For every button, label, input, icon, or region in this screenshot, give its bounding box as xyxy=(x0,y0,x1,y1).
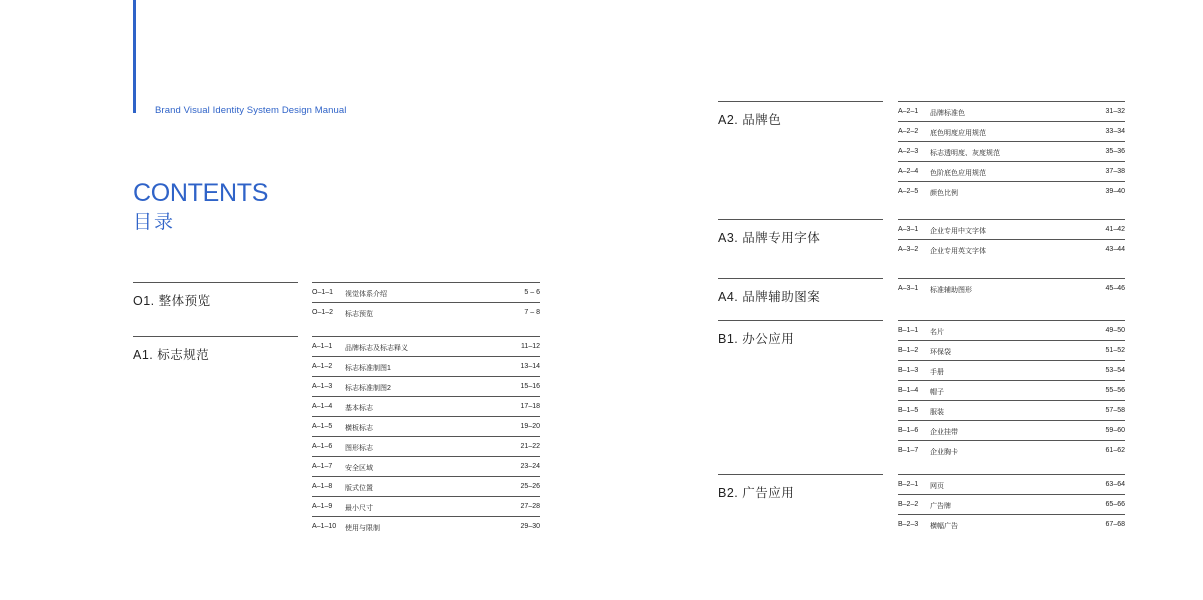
item-pages: 39–40 xyxy=(1105,188,1125,195)
item-title: 安全区域 xyxy=(345,465,373,472)
toc-item xyxy=(898,340,1125,360)
toc-item xyxy=(898,514,1125,534)
item-title: 帽子 xyxy=(930,389,944,396)
toc-item xyxy=(898,161,1125,181)
item-title: 服装 xyxy=(930,409,944,416)
item-title: 企业胸卡 xyxy=(930,449,958,456)
item-pages: 5 – 6 xyxy=(524,289,540,296)
item-code: A–3–1 xyxy=(898,285,919,292)
item-code: A–2–2 xyxy=(898,128,919,135)
item-pages: 15–16 xyxy=(520,383,540,390)
toc-item xyxy=(312,516,540,536)
item-pages: 53–54 xyxy=(1105,367,1125,374)
item-title: 名片 xyxy=(930,329,944,336)
section-rule xyxy=(718,101,883,102)
section-title: A4. 品牌辅助图案 xyxy=(718,290,821,304)
toc-list-b2 xyxy=(898,474,1125,534)
item-code: A–1–10 xyxy=(312,523,337,530)
section-title: A2. 品牌色 xyxy=(718,113,782,127)
item-pages: 19–20 xyxy=(520,423,540,430)
item-pages: 7 – 8 xyxy=(524,309,540,316)
item-title: 基本标志 xyxy=(345,405,373,412)
toc-item xyxy=(898,141,1125,161)
item-code: B–2–3 xyxy=(898,521,919,528)
item-title: 横板标志 xyxy=(345,425,373,432)
item-title: 企业专用英文字体 xyxy=(930,248,986,255)
item-code: B–1–2 xyxy=(898,347,919,354)
contents-heading: CONTENTS xyxy=(133,179,269,207)
section-title: O1. 整体预览 xyxy=(133,294,211,308)
item-code: B–2–1 xyxy=(898,481,919,488)
toc-item xyxy=(312,416,540,436)
item-title: 企业挂带 xyxy=(930,429,958,436)
toc-item xyxy=(312,302,540,322)
toc-item xyxy=(898,101,1125,121)
toc-item xyxy=(898,420,1125,440)
item-pages: 27–28 xyxy=(520,503,540,510)
item-code: B–1–5 xyxy=(898,407,919,414)
item-pages: 59–60 xyxy=(1105,427,1125,434)
item-code: O–1–2 xyxy=(312,309,334,316)
section-title: B2. 广告应用 xyxy=(718,486,795,500)
toc-item xyxy=(312,336,540,356)
section-title: A3. 品牌专用字体 xyxy=(718,231,821,245)
toc-item xyxy=(898,181,1125,201)
section-rule xyxy=(133,336,298,337)
item-pages: 67–68 xyxy=(1105,521,1125,528)
item-pages: 29–30 xyxy=(520,523,540,530)
toc-item xyxy=(898,380,1125,400)
item-code: A–1–5 xyxy=(312,423,333,430)
item-pages: 35–36 xyxy=(1105,148,1125,155)
toc-item xyxy=(312,282,540,302)
toc-item xyxy=(898,320,1125,340)
item-pages: 25–26 xyxy=(520,483,540,490)
section-rule xyxy=(133,282,298,283)
item-pages: 33–34 xyxy=(1105,128,1125,135)
item-title: 色阶底色应用规范 xyxy=(930,170,986,177)
item-code: B–1–4 xyxy=(898,387,919,394)
item-code: A–2–5 xyxy=(898,188,919,195)
item-title: 标志标准制图1 xyxy=(345,365,391,372)
toc-item xyxy=(312,496,540,516)
toc-item xyxy=(312,436,540,456)
item-code: B–1–6 xyxy=(898,427,919,434)
toc-item xyxy=(312,356,540,376)
item-pages: 21–22 xyxy=(520,443,540,450)
toc-list-o1 xyxy=(312,282,540,322)
item-pages: 61–62 xyxy=(1105,447,1125,454)
item-pages: 11–12 xyxy=(521,343,540,350)
item-title: 标志透明度、灰度规范 xyxy=(930,150,1000,157)
item-title: 使用与限制 xyxy=(345,525,380,532)
item-code: B–1–1 xyxy=(898,327,919,334)
toc-item xyxy=(312,376,540,396)
item-pages: 45–46 xyxy=(1105,285,1125,292)
toc-item xyxy=(898,474,1125,494)
toc-item xyxy=(312,456,540,476)
item-pages: 31–32 xyxy=(1105,108,1125,115)
item-title: 颜色比例 xyxy=(930,190,958,197)
accent-bar xyxy=(133,0,136,113)
item-code: A–1–9 xyxy=(312,503,333,510)
toc-item xyxy=(898,440,1125,460)
item-code: A–1–2 xyxy=(312,363,333,370)
item-code: A–1–3 xyxy=(312,383,333,390)
contents-heading-zh: 目录 xyxy=(133,212,176,233)
item-title: 企业专用中文字体 xyxy=(930,228,986,235)
item-pages: 55–56 xyxy=(1105,387,1125,394)
item-title: 手册 xyxy=(930,369,944,376)
item-pages: 51–52 xyxy=(1105,347,1125,354)
toc-item xyxy=(898,360,1125,380)
item-title: 视觉体系介绍 xyxy=(345,291,387,298)
item-title: 底色明度应用规范 xyxy=(930,130,986,137)
toc-item xyxy=(312,476,540,496)
item-code: B–1–7 xyxy=(898,447,919,454)
item-pages: 23–24 xyxy=(520,463,540,470)
item-title: 标准辅助图形 xyxy=(930,287,972,294)
item-code: A–2–1 xyxy=(898,108,919,115)
item-pages: 57–58 xyxy=(1105,407,1125,414)
item-code: A–1–1 xyxy=(312,343,333,350)
item-title: 标志标准制图2 xyxy=(345,385,391,392)
section-title: A1. 标志规范 xyxy=(133,348,210,362)
item-code: A–2–3 xyxy=(898,148,919,155)
item-pages: 63–64 xyxy=(1105,481,1125,488)
item-code: O–1–1 xyxy=(312,289,334,296)
item-pages: 65–66 xyxy=(1105,501,1125,508)
toc-list-b1 xyxy=(898,320,1125,460)
item-code: A–1–7 xyxy=(312,463,333,470)
toc-item xyxy=(898,121,1125,141)
item-pages: 41–42 xyxy=(1105,226,1125,233)
toc-item xyxy=(898,494,1125,514)
item-title: 最小尺寸 xyxy=(345,505,373,512)
toc-item xyxy=(898,219,1125,239)
item-title: 横幅广告 xyxy=(930,523,958,530)
item-title: 标志预览 xyxy=(345,311,373,318)
toc-list-a4 xyxy=(898,278,1125,298)
toc-item xyxy=(898,400,1125,420)
item-title: 广告牌 xyxy=(930,503,951,510)
item-code: A–1–8 xyxy=(312,483,333,490)
item-title: 品牌标志及标志释义 xyxy=(345,345,408,352)
item-code: A–2–4 xyxy=(898,168,919,175)
section-rule xyxy=(718,474,883,475)
toc-list-a2 xyxy=(898,101,1125,201)
item-code: A–1–6 xyxy=(312,443,333,450)
toc-item xyxy=(898,239,1125,259)
item-pages: 49–50 xyxy=(1105,327,1125,334)
toc-item xyxy=(312,396,540,416)
item-title: 品牌标准色 xyxy=(930,110,965,117)
item-pages: 17–18 xyxy=(520,403,540,410)
manual-title: Brand Visual Identity System Design Manual xyxy=(155,105,347,116)
item-code: A–3–2 xyxy=(898,246,919,253)
toc-list-a1 xyxy=(312,336,540,536)
item-pages: 43–44 xyxy=(1105,246,1125,253)
item-title: 版式位置 xyxy=(345,485,373,492)
section-title: B1. 办公应用 xyxy=(718,332,795,346)
toc-item xyxy=(898,278,1125,298)
item-title: 环保袋 xyxy=(930,349,951,356)
toc-list-a3 xyxy=(898,219,1125,259)
item-title: 网页 xyxy=(930,483,944,490)
item-title: 图形标志 xyxy=(345,445,373,452)
item-code: A–1–4 xyxy=(312,403,333,410)
item-code: B–2–2 xyxy=(898,501,919,508)
item-code: A–3–1 xyxy=(898,226,919,233)
item-pages: 13–14 xyxy=(520,363,540,370)
item-code: B–1–3 xyxy=(898,367,919,374)
section-rule xyxy=(718,278,883,279)
item-pages: 37–38 xyxy=(1105,168,1125,175)
section-rule xyxy=(718,320,883,321)
section-rule xyxy=(718,219,883,220)
